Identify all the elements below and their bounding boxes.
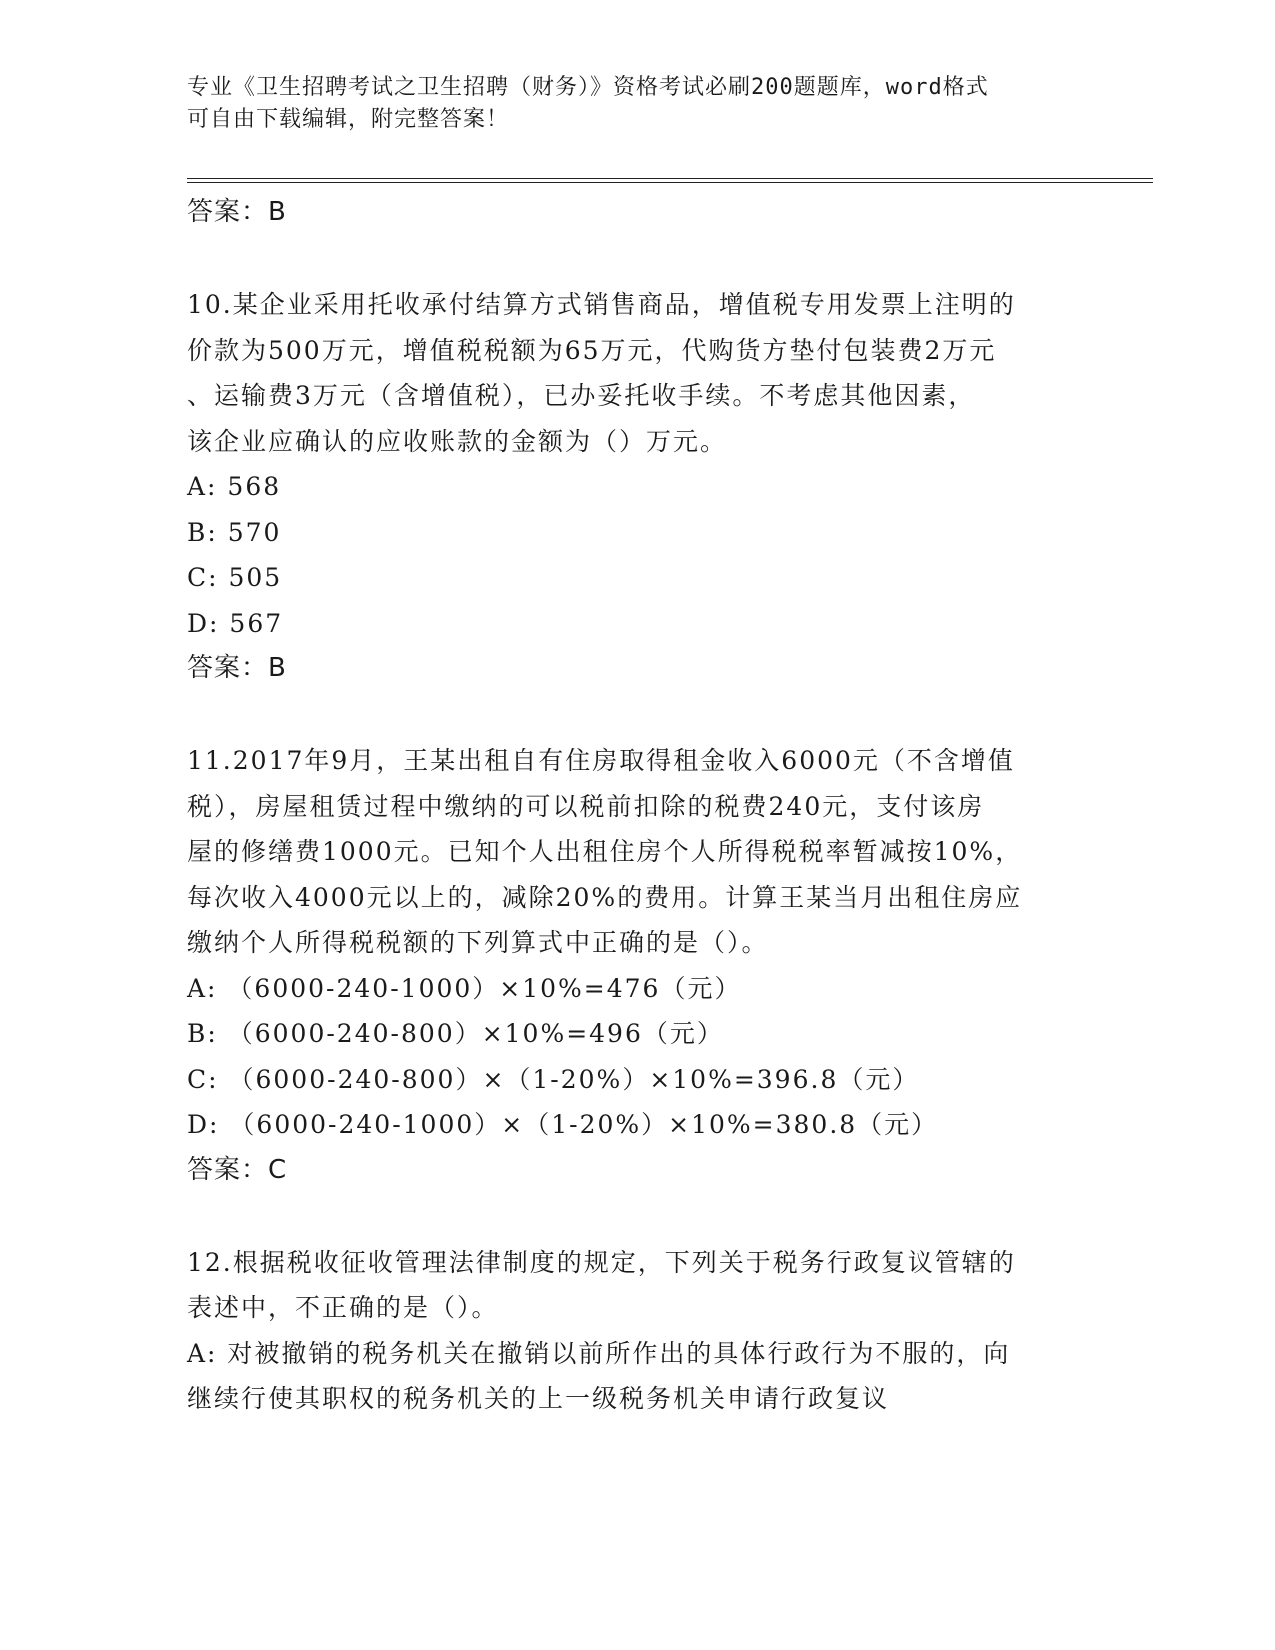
- answer-line: 答案：C: [187, 1154, 288, 1185]
- question-stem-line: 价款为500万元，增值税税额为65万元，代购货方垫付包装费2万元: [187, 335, 997, 365]
- option-b: B: 570: [187, 517, 282, 547]
- option-b: B: （6000-240-800）×10%=496（元）: [187, 1019, 724, 1048]
- question-stem-line: 、运输费3万元（含增值税），已办妥托收手续。不考虑其他因素，: [187, 381, 976, 410]
- question-stem-line: 10.某企业采用托收承付结算方式销售商品，增值税专用发票上注明的: [187, 290, 1016, 319]
- option-c: C: 505: [187, 563, 283, 592]
- document-body: [187, 190, 1087, 1422]
- page-header: [187, 72, 1067, 136]
- header-divider: [187, 178, 1153, 183]
- option-d: D: 567: [187, 608, 284, 638]
- header-line-1: 专业《卫生招聘考试之卫生招聘（财务）》资格考试必刷200题题库，word格式: [187, 75, 989, 100]
- question-10: [187, 282, 1087, 690]
- question-stem-line: 缴纳个人所得税税额的下列算式中正确的是（）。: [187, 928, 769, 957]
- option-a: A: 568: [187, 472, 282, 501]
- question-stem-line: 每次收入4000元以上的，减除20%的费用。计算王某当月出租住房应: [187, 882, 1023, 912]
- question-stem-line: 12.根据税收征收管理法律制度的规定，下列关于税务行政复议管辖的: [187, 1247, 1016, 1277]
- question-stem-line: 该企业应确认的应收账款的金额为（）万元。: [187, 426, 728, 456]
- option-a: A: 对被撤销的税务机关在撤销以前所作出的具体行政行为不服的，向: [187, 1338, 1011, 1368]
- answer-line: 答案：B: [187, 197, 287, 227]
- question-12: [187, 1240, 1087, 1422]
- option-d: D: （6000-240-1000）×（1-20%）×10%=380.8（元）: [187, 1110, 939, 1139]
- question-stem-line: 表述中，不正确的是（）。: [187, 1293, 499, 1322]
- question-stem-line: 税），房屋租赁过程中缴纳的可以税前扣除的税费240元，支付该房: [187, 791, 985, 821]
- header-line-2: 可自由下载编辑，附完整答案！: [187, 107, 510, 132]
- question-stem-line: 11.2017年9月，王某出租自有住房取得租金收入6000元（不含增值: [187, 746, 1015, 775]
- question-stem-line: 屋的修缮费1000元。已知个人出租住房个人所得税税率暂减按10%，: [187, 837, 1023, 866]
- option-a: A: （6000-240-1000）×10%=476（元）: [187, 973, 742, 1003]
- option-c: C: （6000-240-800）×（1-20%）×10%=396.8（元）: [187, 1064, 920, 1094]
- answer-line: 答案：B: [187, 653, 287, 683]
- question-11: [187, 738, 1087, 1192]
- option-a-continued: 继续行使其职权的税务机关的上一级税务机关申请行政复议: [187, 1384, 890, 1413]
